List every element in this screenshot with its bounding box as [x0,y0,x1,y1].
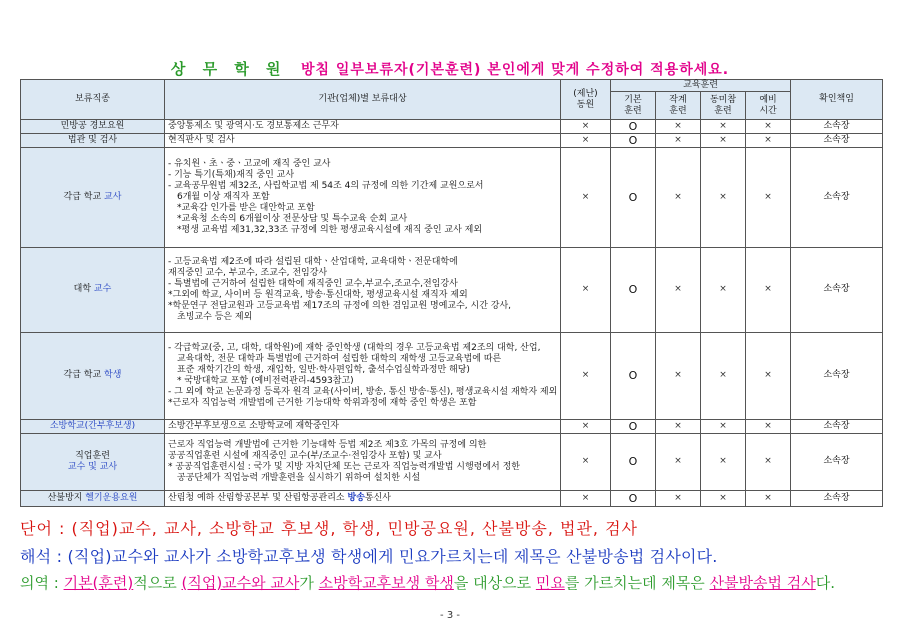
mark-consent: × [561,247,611,332]
header-consent: (제난) 동원 [561,80,611,120]
target-cell [165,247,561,332]
deferral-table [20,79,883,507]
target-line: * 국방대학교 포함 (예비전력관리-4593참고) [177,375,354,386]
header-target: 기관(업체)별 보류대상 [165,80,561,120]
target-line: *교육청 소속의 6개월이상 전문상담 및 특수교육 순회 교사 [177,213,408,224]
confirm-cell: 소속장 [791,434,883,491]
target-line: - 그 외에 학교 논문과정 등록자 원격 교육(사이버, 방송, 통신 방송·통신), 평생교육시설 재학자 제외 [168,386,558,397]
mark-ops: × [656,434,701,491]
mark-consent: × [561,120,611,134]
table-row [21,134,883,148]
target-cell: 소방간부후보생으로 소방학교에 재학중인자 [165,419,561,433]
category-cell: 민방공 경보요원 [21,120,165,134]
mark-basic: O [611,120,656,134]
title-instruction: 방침 일부보류자(기본훈련) 본인에게 맞게 수정하여 적용하세요. [300,62,730,78]
mark-reserve: × [746,120,791,134]
target-line: 공공단체가 직업능력 개발훈련을 실시하기 위하여 설치한 시설 [177,472,421,483]
mark-reserve: × [746,332,791,419]
mark-ops: × [656,148,701,247]
mark-basic: O [611,419,656,433]
page-number: - 3 - [440,610,460,621]
target-line: 6개월 이상 재직자 포함 [177,191,270,202]
translation-line: 의역 : 기본(훈련)적으로 (직업)교수와 교사가 소방학교후보생 학생을 대상으로 민요를 가르치는데 제목은 산불방송법 검사다. [20,574,836,592]
mark-basic: O [611,490,656,506]
category-cell: 각급 학교 교사 [21,148,165,247]
mark-reserve: × [746,134,791,148]
target-line: 표준 재학기간의 학생, 재입학, 일반·학사편입학, 출석수업실학과정만 해당) [177,364,470,375]
category-cell: 법관 및 검사 [21,134,165,148]
target-cell [165,148,561,247]
target-line: - 특별법에 근거하여 설립한 대학에 재직중인 교수,부교수,조교수,전임강사 [168,278,458,289]
mark-mob: × [701,247,746,332]
target-line: *평생 교육법 제31,32,33조 규정에 의한 평생교육시설에 재직 중인 교사 제외 [177,224,483,235]
mark-mob: × [701,120,746,134]
target-line: *교육감 인가를 받은 대안학교 포함 [177,202,315,213]
mark-reserve: × [746,490,791,506]
interpretation-line: 해석 : (직업)교수와 교사가 소방학교후보생 학생에게 민요가르치는데 제목은 산불방송법 검사이다. [20,547,718,566]
mark-consent: × [561,134,611,148]
mark-consent: × [561,490,611,506]
target-cell: 중앙통제소 및 광역시·도 경보통제소 근무자 [165,120,561,134]
category-cell: 소방학교(간부후보생) [21,419,165,433]
target-line: - 유치원ㆍ초ㆍ중ㆍ고교에 재직 중인 교사 [168,158,331,169]
page-title [0,58,900,79]
mark-mob: × [701,332,746,419]
mark-consent: × [561,434,611,491]
target-line: - 고등교육법 제2조에 따라 설립된 대학ㆍ산업대학, 교육대학ㆍ전문대학에 [168,256,458,267]
mark-ops: × [656,247,701,332]
mark-ops: × [656,419,701,433]
target-line: - 각급학교(중, 고, 대학, 대학원)에 재학 중인학생 (대학의 경우 고등교육법 제2조의 대학, 산업, [168,342,541,353]
target-line: 근로자 직업능력 개발법에 근거한 기능대학 등법 제2조 제3호 가목의 규정에 의한 [168,439,487,450]
table-row [21,247,883,332]
table-row [21,332,883,419]
target-line: *그외에 학교, 사이버 등 원격교육, 방송·통신대학, 평생교육시설 재직자 제외 [168,289,468,300]
confirm-cell: 소속장 [791,332,883,419]
target-cell [165,434,561,491]
table-row [21,148,883,247]
category-cell: 산불방지 헬기운용요원 [21,490,165,506]
mark-consent: × [561,419,611,433]
mark-ops: × [656,120,701,134]
mark-mob: × [701,419,746,433]
header-ops: 작계 훈련 [656,92,701,120]
header-confirm: 확인책임 [791,80,883,120]
confirm-cell: 소속장 [791,148,883,247]
mark-mob: × [701,134,746,148]
mark-basic: O [611,332,656,419]
target-line: 공공직업훈련 시설에 재직중인 교수(부/조교수·전임강사 포함) 및 교사 [168,450,442,461]
table-row [21,419,883,433]
target-line: 재직중인 교수, 부교수, 조교수, 전임강사 [168,267,328,278]
mark-mob: × [701,490,746,506]
confirm-cell: 소속장 [791,120,883,134]
mark-reserve: × [746,434,791,491]
mark-mob: × [701,434,746,491]
mark-reserve: × [746,419,791,433]
target-line: - 교육공무원법 제32조, 사립학교법 제 54조 4의 규정에 의한 기간제 교원으로서 [168,180,484,191]
header-training-group: 교육훈련 [611,80,791,92]
confirm-cell: 소속장 [791,490,883,506]
target-cell: 현직판사 및 검사 [165,134,561,148]
table-row [21,490,883,506]
mark-basic: O [611,134,656,148]
header-mob: 동미참 훈련 [701,92,746,120]
mark-reserve: × [746,148,791,247]
target-cell: 산림청 예하 산림항공본부 및 산림항공관리소 방송통신사 [165,490,561,506]
confirm-cell: 소속장 [791,134,883,148]
table-row [21,434,883,491]
target-line: * 공공직업훈련시설 : 국가 및 지방 자치단체 또는 근로자 직업능력개발법 시행령에서 정한 [168,461,520,472]
target-line: 교육대학, 전문 대학과 특별법에 근거하여 설립한 대학의 재학생 고등교육법에 따른 [177,353,502,364]
header-category: 보류직종 [21,80,165,120]
mark-consent: × [561,148,611,247]
target-cell [165,332,561,419]
mark-consent: × [561,332,611,419]
target-line: *학문연구 전담교원과 고등교육법 제17조의 규정에 의한 겸임교원 명예교수, 시간 강사, [168,300,512,311]
confirm-cell: 소속장 [791,247,883,332]
mark-basic: O [611,247,656,332]
academy-name: 상 무 학 원 [170,60,287,78]
mark-basic: O [611,434,656,491]
mark-ops: × [656,134,701,148]
table-row [21,120,883,134]
confirm-cell: 소속장 [791,419,883,433]
header-basic: 기본 훈련 [611,92,656,120]
category-cell: 직업훈련 교수 및 교사 [21,434,165,491]
mark-mob: × [701,148,746,247]
category-cell: 대학 교수 [21,247,165,332]
word-line: 단어 : (직업)교수, 교사, 소방학교 후보생, 학생, 민방공요원, 산불방송, 법관, 검사 [20,519,639,538]
mark-basic: O [611,148,656,247]
mark-ops: × [656,490,701,506]
header-reserve: 예비 시간 [746,92,791,120]
mark-ops: × [656,332,701,419]
target-line: 초빙교수 등은 제외 [177,311,253,322]
target-line: - 기능 특기(특채)재직 중인 교사 [168,169,295,180]
category-cell: 각급 학교 학생 [21,332,165,419]
target-line: *근로자 직업능력 개발법에 근거한 기능대학 학위과정에 재학 중인 학생은 포함 [168,397,477,408]
mark-reserve: × [746,247,791,332]
